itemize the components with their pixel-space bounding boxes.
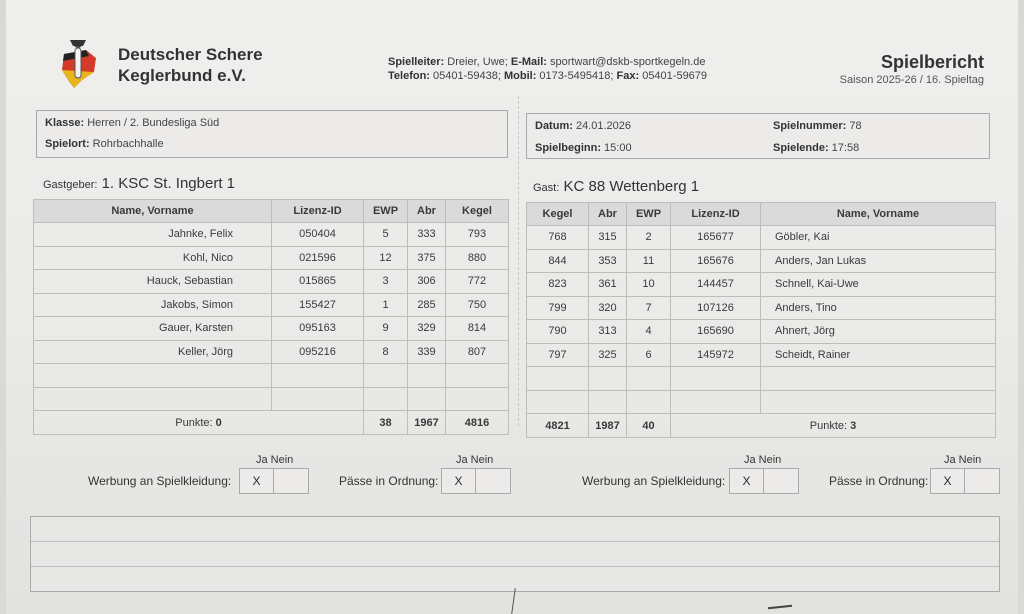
home-score-table [33,199,509,435]
column-header-ewp: EWP [627,203,671,226]
player-ewp: 6 [627,343,671,367]
home-paesse-checkbox[interactable] [441,468,511,494]
telefon-value: 05401-59438; [429,70,504,82]
table-row [527,343,996,367]
mobil-value: 0173-5495418; [536,70,617,82]
column-header-kegel: Kegel [446,200,509,223]
player-id: 165676 [671,249,761,273]
player-kegel: 768 [527,226,589,250]
player-ewp: 4 [627,320,671,344]
player-ewp: 5 [364,223,408,247]
player-id: 107126 [671,296,761,320]
player-kegel: 844 [527,249,589,273]
player-kegel: 814 [446,317,509,341]
player-abr: 320 [589,296,627,320]
spielbeginn-label: Spielbeginn: [535,142,601,154]
total-abr [408,411,446,435]
remarks-line [31,566,999,567]
player-abr: 353 [589,249,627,273]
punkte-value: 0 [215,416,222,429]
org-name-line2: Keglerbund e.V. [118,66,246,85]
guest-score-table [526,202,996,438]
player-kegel: 823 [527,273,589,297]
remarks-line [31,541,999,542]
player-id: 155427 [272,293,364,317]
spielnummer-label: Spielnummer: [773,120,847,132]
ja-nein-header: Ja Nein [256,454,294,466]
player-name: Anders, Tino [761,296,996,320]
nein-cell[interactable] [275,469,308,493]
ja-cell[interactable]: X [442,469,476,493]
ja-nein-header: Ja Nein [944,454,982,466]
total-ewp-value: 40 [642,419,655,432]
player-ewp: 10 [627,273,671,297]
player-id: 095216 [272,340,364,364]
total-abr [589,414,627,438]
total-kegel-value: 4821 [545,419,570,432]
info-box-left [36,110,508,158]
fax-label: Fax: [616,70,640,82]
player-abr: 315 [589,226,627,250]
table-row [34,293,509,317]
player-kegel: 799 [527,296,589,320]
spielort-value: Rohrbachhalle [89,138,164,150]
ja-cell[interactable]: X [240,469,274,493]
player-ewp: 8 [364,340,408,364]
dskb-logo-icon [56,36,102,92]
contact-line-2 [388,69,707,83]
guest-team-label: Gast: [533,182,560,194]
home-team-name: 1. KSC St. Ingbert 1 [101,175,235,192]
player-abr: 325 [589,343,627,367]
player-name: Ahnert, Jörg [761,320,996,344]
player-id: 095163 [272,317,364,341]
empty-row [34,387,509,411]
player-name: Hauck, Sebastian [34,270,272,294]
table-row [34,317,509,341]
home-werbung-checkbox[interactable] [239,468,309,494]
punkte-value: 3 [850,419,857,432]
table-row [34,340,509,364]
spielende-row [773,142,859,154]
table-row [527,320,996,344]
klasse-value: Herren / 2. Bundesliga Süd [84,117,220,129]
player-name: Jakobs, Simon [34,293,272,317]
player-ewp: 2 [627,226,671,250]
remarks-box[interactable] [30,516,1000,592]
punkte-label: Punkte: [809,419,848,432]
empty-row [527,367,996,391]
total-ewp [364,411,408,435]
player-ewp: 11 [627,249,671,273]
spielende-label: Spielende: [773,142,829,154]
ja-nein-header: Ja Nein [744,454,782,466]
guest-punkte [671,414,996,438]
nein-cell[interactable] [765,469,798,493]
datum-row [535,120,631,132]
table-row [527,249,996,273]
player-id: 144457 [671,273,761,297]
datum-value: 24.01.2026 [572,120,632,132]
total-abr-value: 1987 [595,419,620,432]
player-id: 021596 [272,246,364,270]
player-ewp: 9 [364,317,408,341]
mobil-label: Mobil: [503,70,537,82]
player-name: Gauer, Karsten [34,317,272,341]
player-id: 165677 [671,226,761,250]
column-header-lizenz: Lizenz-ID [671,203,761,226]
ja-nein-header: Ja Nein [456,454,494,466]
column-header-ewp: EWP [364,200,408,223]
contact-info [388,55,707,83]
column-header-lizenz: Lizenz-ID [272,200,364,223]
empty-row [34,364,509,388]
nein-cell[interactable] [966,469,999,493]
player-ewp: 7 [627,296,671,320]
player-kegel: 797 [527,343,589,367]
total-kegel [527,414,589,438]
player-ewp: 3 [364,270,408,294]
player-id: 145972 [671,343,761,367]
spielende-value: 17:58 [828,142,860,154]
org-name [118,44,263,86]
ja-cell[interactable]: X [931,469,965,493]
table-row [34,246,509,270]
table-row [527,273,996,297]
guest-team-name: KC 88 Wettenberg 1 [563,178,700,195]
paesse-label: Pässe in Ordnung: [829,474,929,488]
spielbeginn-row [535,142,632,154]
guest-team-heading [533,178,699,195]
column-header-abr: Abr [589,203,627,226]
player-kegel: 793 [446,223,509,247]
werbung-label: Werbung an Spielkleidung: [88,474,232,488]
fax-value: 05401-59679 [639,70,708,82]
player-abr: 375 [408,246,446,270]
spielort-row [45,138,164,150]
player-id: 165690 [671,320,761,344]
klasse-row [45,117,219,129]
player-name: Keller, Jörg [34,340,272,364]
spielort-label: Spielort: [45,138,90,150]
player-name: Schnell, Kai-Uwe [761,273,996,297]
spielbeginn-value: 15:00 [601,142,632,154]
email-label: E-Mail: [510,56,547,68]
paesse-label: Pässe in Ordnung: [339,474,439,488]
player-ewp: 12 [364,246,408,270]
datum-label: Datum: [535,120,573,132]
column-header-kegel: Kegel [527,203,589,226]
total-ewp-value: 38 [379,416,392,429]
center-divider [518,96,519,426]
column-header-name: Name, Vorname [34,200,272,223]
player-abr: 329 [408,317,446,341]
table-row [527,226,996,250]
player-abr: 285 [408,293,446,317]
player-name: Jahnke, Felix [34,223,272,247]
table-row [527,296,996,320]
player-name: Kohl, Nico [34,246,272,270]
punkte-label: Punkte: [175,416,213,429]
player-name: Scheidt, Rainer [761,343,996,367]
player-abr: 306 [408,270,446,294]
guest-paesse-checkbox[interactable] [930,468,1000,494]
werbung-label: Werbung an Spielkleidung: [582,474,726,488]
nein-cell[interactable] [477,469,510,493]
table-row [34,223,509,247]
player-abr: 333 [408,223,446,247]
email-value: sportwart@dskb-sportkegeln.de [546,56,706,68]
player-ewp: 1 [364,293,408,317]
home-team-heading [43,175,235,192]
column-header-name: Name, Vorname [761,203,996,226]
report-title: Spielbericht [880,52,984,72]
total-ewp [627,414,671,438]
info-box-right [526,113,990,159]
klasse-label: Klasse: [45,117,85,129]
total-abr-value: 1967 [414,416,439,429]
player-id: 050404 [272,223,364,247]
spielleiter-label: Spielleiter: [388,56,445,68]
player-id: 015865 [272,270,364,294]
report-sheet [6,0,1018,614]
column-header-abr: Abr [408,200,446,223]
total-kegel-value: 4816 [464,416,490,429]
empty-row [527,390,996,414]
spielnummer-row [773,120,862,132]
player-abr: 361 [589,273,627,297]
guest-header-row [527,203,996,226]
ja-cell[interactable]: X [730,469,764,493]
total-kegel [446,411,509,435]
season-info: Saison 2025-26 / 16. Spieltag [839,74,984,86]
player-name: Anders, Jan Lukas [761,249,996,273]
table-row [34,270,509,294]
spielleiter-value: Dreier, Uwe; [444,56,511,68]
player-abr: 313 [589,320,627,344]
spielnummer-value: 78 [846,120,862,132]
player-abr: 339 [408,340,446,364]
player-kegel: 880 [446,246,509,270]
player-kegel: 750 [446,293,509,317]
home-team-label: Gastgeber: [43,179,98,191]
player-kegel: 772 [446,270,509,294]
signature-stroke [768,605,792,609]
player-kegel: 807 [446,340,509,364]
player-name: Göbler, Kai [761,226,996,250]
contact-line-1 [388,55,707,69]
home-total-row [34,411,509,435]
org-name-line1: Deutscher Schere [118,45,263,64]
home-header-row [34,200,509,223]
player-kegel: 790 [527,320,589,344]
guest-total-row [527,414,996,438]
guest-werbung-checkbox[interactable] [729,468,799,494]
telefon-label: Telefon: [388,70,430,82]
home-punkte [34,411,364,435]
